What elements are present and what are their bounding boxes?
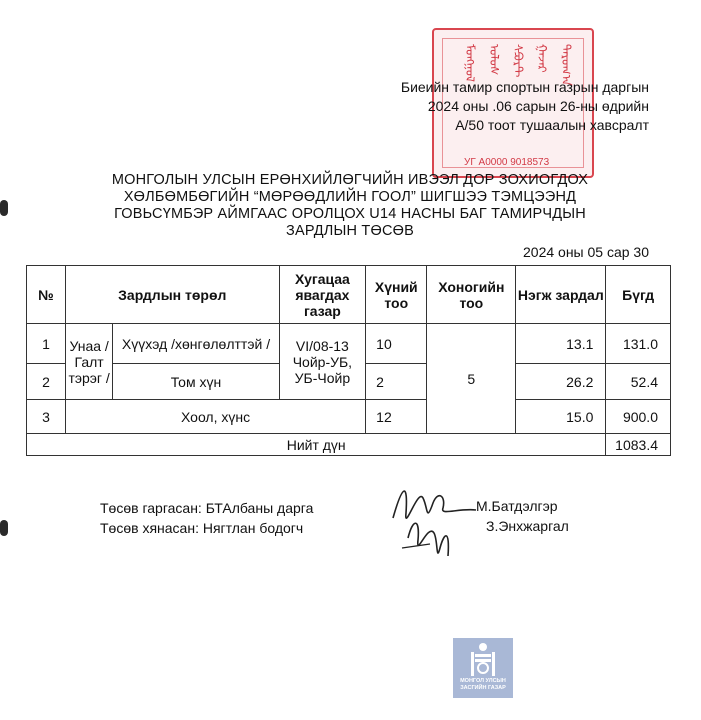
cell-route: VI/08-13 Чойр-УБ, УБ-Чойр — [279, 324, 366, 400]
header-total: Бүгд — [606, 266, 671, 324]
cell-sub: Хүүхэд /хөнгөлөлттэй / — [113, 324, 279, 364]
table-header-row — [27, 266, 671, 324]
title-line: ГОВЬСҮМБЭР АЙМГААС ОРОЛЦОХ U14 НАСНЫ БАГ ТАМИРЧДЫН — [114, 206, 586, 222]
government-emblem — [453, 638, 513, 698]
verified-name: З.Энхжаргал — [486, 518, 569, 534]
title-line: ХӨЛБӨМБӨГИЙН “МӨРӨӨДЛИЙН ГООЛ” ШИГШЭЭ ТЭМЦЭЭНД — [123, 189, 577, 205]
cell-total: 900.0 — [606, 400, 671, 434]
approval-line: А/50 тоот тушаалын хавсралт — [455, 117, 649, 133]
stamp-script: ᠭᠠᠵᠠᠷ — [535, 44, 549, 73]
emblem-line: ЗАСГИЙН ГАЗАР — [460, 685, 506, 691]
table-total-row — [27, 434, 671, 456]
title-line: ЗАРДЛЫН ТӨСӨВ — [286, 223, 414, 239]
header-type: Зардлын төрөл — [65, 266, 279, 324]
total-label: Нийт дүн — [27, 434, 606, 456]
soyombo-icon — [453, 638, 513, 680]
table-row — [27, 400, 671, 434]
prepared-label: Төсөв гаргасан: БТАлбаны дарга — [100, 500, 314, 516]
approval-block — [401, 78, 649, 135]
cell-sub: Том хүн — [113, 364, 279, 400]
cell-unit: 26.2 — [516, 364, 606, 400]
cell-no: 1 — [27, 324, 66, 364]
verified-label: Төсөв хянасан: Нягтлан бодогч — [100, 520, 304, 536]
table-row — [27, 324, 671, 364]
header-no: № — [27, 266, 66, 324]
cell-no: 3 — [27, 400, 66, 434]
stamp-script: ᠰᠫᠣᠷᠲ — [511, 44, 525, 78]
binder-hole — [0, 520, 8, 536]
cell-total: 52.4 — [606, 364, 671, 400]
approval-line: 2024 оны .06 сарын 26-ны өдрийн — [427, 98, 649, 114]
header-unit: Нэгж зардал — [516, 266, 606, 324]
stamp-number: УГ A0000 9018573 — [464, 157, 550, 168]
expense-table — [26, 265, 671, 456]
cell-persons: 2 — [366, 364, 427, 400]
cell-total: 131.0 — [606, 324, 671, 364]
cell-unit: 15.0 — [516, 400, 606, 434]
approval-line: Биеийн тамир спортын газрын даргын — [400, 79, 649, 95]
emblem-line: МОНГОЛ УЛСЫН — [460, 678, 506, 684]
prepared-name: М.Батдэлгэр — [476, 498, 558, 514]
header-route: Хугацаа явагдах газар — [279, 266, 366, 324]
total-value: 1083.4 — [606, 434, 671, 456]
cell-unit: 13.1 — [516, 324, 606, 364]
cell-days: 5 — [427, 324, 516, 434]
emblem-caption — [453, 678, 513, 692]
title-line: МОНГОЛЫН УЛСЫН ЕРӨНХИЙЛӨГЧИЙН ИВЭЭЛ ДОР ЗОХИОГДОХ — [111, 172, 589, 188]
document-date: 2024 оны 05 сар 30 — [523, 244, 649, 260]
stamp-script: ᠳᠠᠷᠤᠭ᠎ᠠ — [559, 44, 573, 86]
cell-persons: 12 — [366, 400, 427, 434]
stamp-script: ᠮᠣᠩᠭᠣᠯ — [463, 44, 477, 82]
cell-no: 2 — [27, 364, 66, 400]
cell-persons: 10 — [366, 324, 427, 364]
cell-group: Унаа /Галт тэрэг / — [65, 324, 112, 400]
document-title — [70, 172, 630, 240]
header-persons: Хүний тоо — [366, 266, 427, 324]
handwritten-signature — [388, 478, 478, 568]
binder-hole — [0, 200, 8, 216]
stamp-script: ᠤᠯᠤᠰ — [487, 44, 501, 76]
cell-type: Хоол, хүнс — [65, 400, 365, 434]
header-days: Хоногийн тоо — [427, 266, 516, 324]
